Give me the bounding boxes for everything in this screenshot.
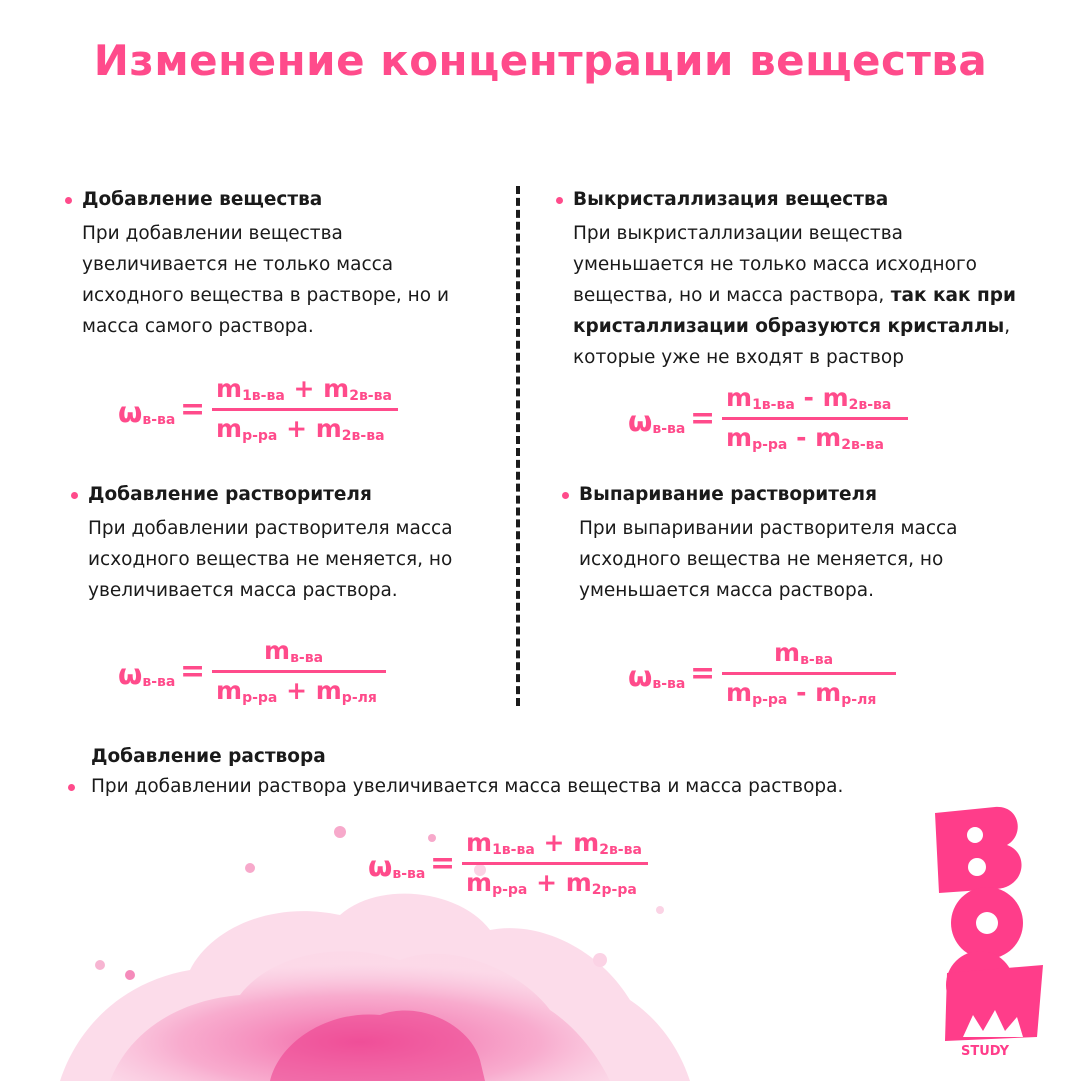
section-title-text: Выкристаллизация вещества (573, 189, 889, 210)
formula-crystallization (628, 383, 918, 459)
section-add-solvent (88, 483, 508, 606)
section-add-substance (82, 188, 502, 342)
column-divider (516, 186, 520, 706)
bullet-icon (562, 492, 569, 499)
bold-text: так как при (884, 285, 1016, 306)
equals-sign: = (690, 656, 716, 691)
formula-denominator: $m_{р-ра} + m_{2в-ва}$ (216, 414, 385, 444)
body-line: увеличивается масса раствора. (88, 580, 398, 601)
bullet-icon (556, 197, 563, 204)
body-line: масса самого раствора. (82, 316, 314, 337)
section-title (82, 188, 502, 212)
section-body (82, 218, 502, 342)
section-body (88, 513, 508, 606)
omega-symbol: $\omega_{в-ва}$ (628, 660, 686, 693)
body-line: исходного вещества не меняется, но (88, 549, 453, 570)
formula-add-solution (368, 828, 668, 904)
omega-symbol: $\omega_{в-ва}$ (628, 405, 686, 438)
body-line: При выпаривании растворителя масса (579, 518, 958, 539)
fraction-line (722, 672, 896, 675)
omega-symbol: $\omega_{в-ва}$ (118, 396, 176, 429)
formula-evaporation (628, 638, 918, 714)
formula-numerator: $m_{1в-ва} + m_{2в-ва}$ (466, 828, 642, 858)
section-title-text: Выпаривание растворителя (579, 484, 877, 505)
formula-denominator: $m_{р-ра} - m_{2в-ва}$ (726, 423, 884, 453)
body-line: уменьшается масса раствора. (579, 580, 874, 601)
bullet-icon (65, 197, 72, 204)
body-line: При выкристаллизации вещества (573, 223, 903, 244)
omega-symbol: $\omega_{в-ва}$ (118, 658, 176, 691)
section-body (573, 218, 1053, 373)
fraction-line (722, 417, 908, 420)
body-line: исходного вещества не меняется, но (579, 549, 944, 570)
formula-add-substance (118, 374, 408, 450)
body-line: увеличивается не только масса (82, 254, 394, 275)
fraction-line (212, 670, 386, 673)
boom-study-logo-icon (925, 805, 1045, 1060)
page-title: Изменение концентрации вещества (93, 36, 988, 85)
body-line: кристаллизации образуются кристаллы, (573, 316, 1011, 337)
section-body (579, 513, 1039, 606)
formula-denominator: $m_{р-ра} - m_{р-ля}$ (726, 678, 877, 708)
body-line: вещества, но и масса раствора, так как при (573, 285, 1016, 306)
formula-numerator: $m_{в-ва}$ (264, 636, 324, 666)
logo-caption: STUDY (960, 1044, 1010, 1059)
body-line: исходного вещества в растворе, но и (82, 285, 449, 306)
body-line: уменьшается не только масса исходного (573, 254, 978, 275)
equals-sign: = (430, 846, 456, 881)
bold-text: кристаллизации образуются кристаллы (573, 316, 1005, 337)
formula-numerator: $m_{1в-ва} - m_{2в-ва}$ (726, 383, 892, 413)
section-title (573, 188, 1053, 212)
section-title-text: Добавление вещества (82, 189, 323, 210)
formula-numerator: $m_{в-ва}$ (774, 638, 834, 668)
fraction-line (462, 862, 648, 865)
section-title-text: Добавление растворителя (88, 484, 372, 505)
bullet-icon (71, 492, 78, 499)
fraction-line (212, 408, 398, 411)
body-line: При добавлении растворителя масса (88, 518, 453, 539)
formula-denominator: $m_{р-ра} + m_{р-ля}$ (216, 676, 377, 706)
section-title (88, 483, 508, 507)
equals-sign: = (180, 392, 206, 427)
body-line: которые уже не входят в раствор (573, 347, 904, 368)
equals-sign: = (690, 401, 716, 436)
formula-add-solvent (118, 636, 408, 712)
section-crystallization (573, 188, 1053, 373)
bullet-icon (68, 784, 75, 791)
section-add-solution-body: При добавлении раствора увеличивается масса вещества и масса раствора. (91, 776, 844, 797)
formula-numerator: $m_{1в-ва} + m_{2в-ва}$ (216, 374, 392, 404)
section-title (579, 483, 1039, 507)
formula-denominator: $m_{р-ра} + m_{2р-ра}$ (466, 868, 637, 898)
omega-symbol: $\omega_{в-ва}$ (368, 850, 426, 883)
equals-sign: = (180, 654, 206, 689)
section-evaporation (579, 483, 1039, 606)
section-add-solution-title: Добавление раствора (91, 746, 326, 767)
body-line: При добавлении вещества (82, 223, 343, 244)
